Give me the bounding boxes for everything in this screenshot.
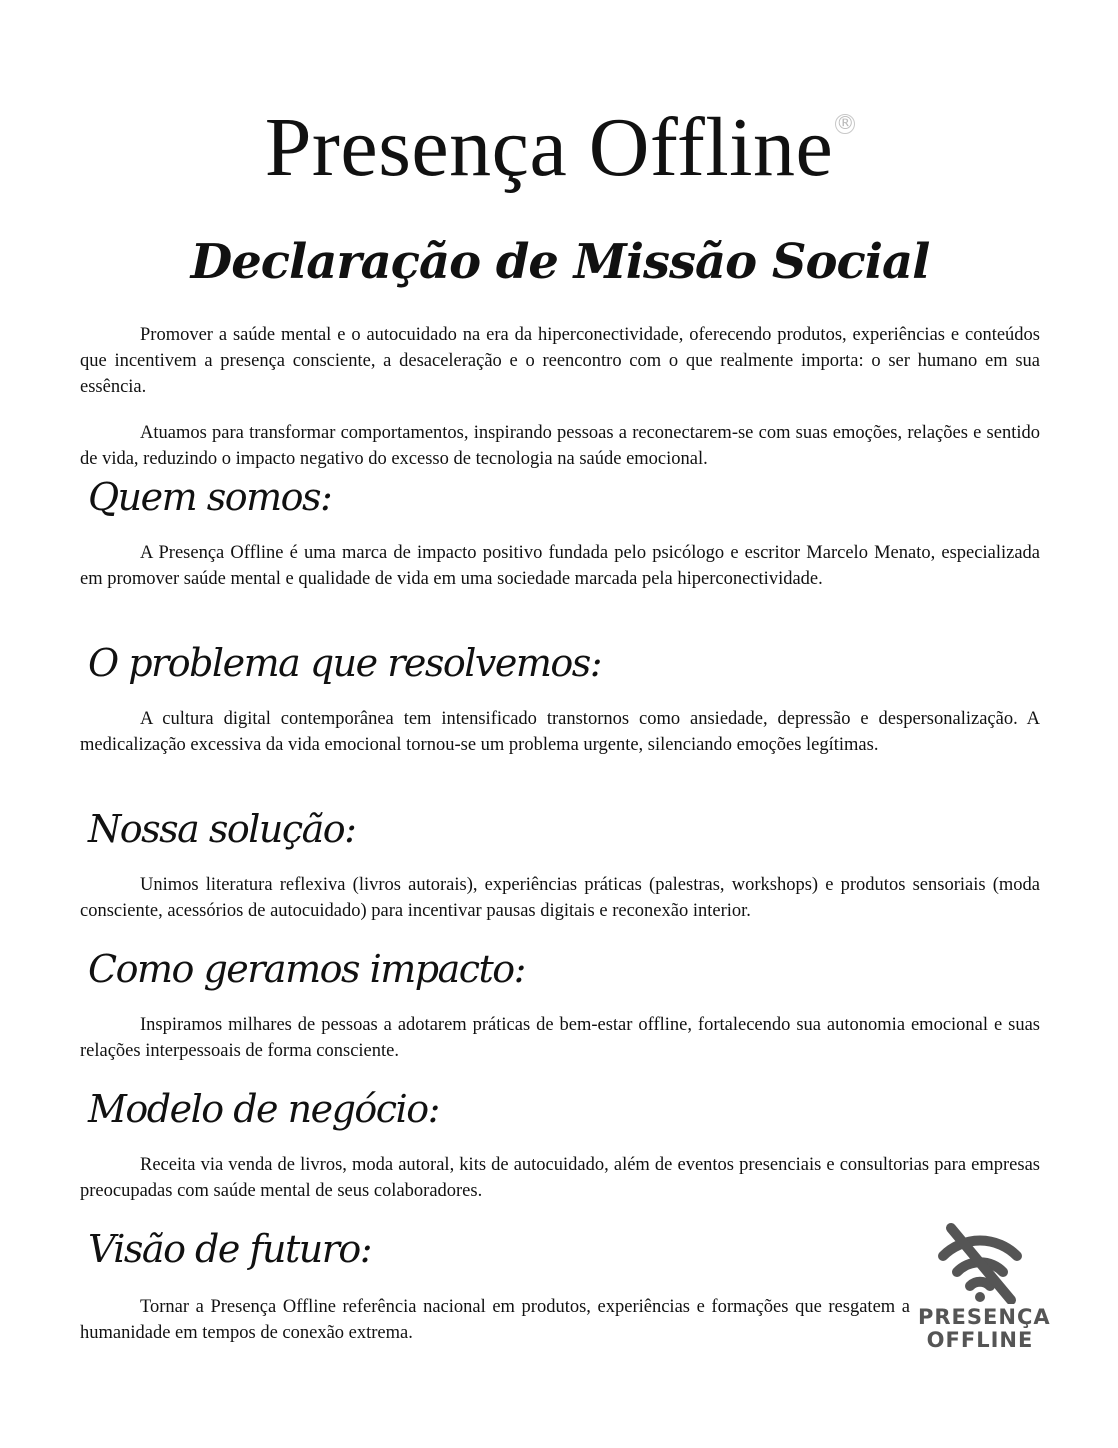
section-text-impacto: Inspiramos milhares de pessoas a adotarem práticas de bem-estar offline, fortalecendo sua autonomia emocional e suas relações interpessoais de forma consciente. [80, 1015, 1040, 1061]
logo-line-2: OFFLINE [926, 1328, 1034, 1352]
brand-logo [918, 1220, 1051, 1370]
section-heading-solucao: Nossa solução: [88, 807, 356, 851]
section-heading-impacto: Como geramos impacto: [88, 947, 525, 991]
section-text-problema: A cultura digital contemporânea tem intensificado transtornos como ansiedade, depressão e despersonalização. A medicalização excessiva da vida emocional tornou-se um problema urgente, silenciando emoções legítimas. [80, 709, 1040, 755]
section-text-visao: Tornar a Presença Offline referência nacional em produtos, experiências e formações que resgatem a humanidade em tempos de conexão extrema. [80, 1297, 910, 1343]
document-title [80, 100, 1040, 196]
intro-paragraph-2: Atuamos para transformar comportamentos, inspirando pessoas a reconectarem-se com suas emoções, relações e sentido de vida, reduzindo o impacto negativo do excesso de tecnologia na saúde emocional. [80, 423, 1040, 469]
document-subtitle: Declaração de Missão Social [190, 234, 930, 290]
section-heading-modelo: Modelo de negócio: [88, 1087, 439, 1131]
section-text-solucao: Unimos literatura reflexiva (livros autorais), experiências práticas (palestras, workshops) e produtos sensoriais (moda consciente, acessórios de autocuidado) para incentivar pausas digitais e reconexão interior. [80, 875, 1040, 921]
title-text: Presença Offline [264, 101, 834, 194]
logo-wordmark [918, 1305, 1051, 1352]
section-heading-visao: Visão de futuro: [88, 1227, 372, 1271]
logo-line-1: PRESENÇA [918, 1305, 1051, 1329]
section-text-modelo: Receita via venda de livros, moda autoral, kits de autocuidado, além de eventos presenciais e consultorias para empresas preocupadas com saúde mental de seus colaboradores. [80, 1155, 1040, 1201]
section-text-quem-somos: A Presença Offline é uma marca de impacto positivo fundada pelo psicólogo e escritor Marcelo Menato, especializada em promover saúde mental e qualidade de vida em uma sociedade marcada pela hiperconectividade. [80, 543, 1040, 589]
document-page [80, 0, 1051, 1448]
section-heading-problema: O problema que resolvemos: [88, 641, 602, 685]
section-heading-quem-somos: Quem somos: [88, 475, 332, 519]
wifi-off-icon [935, 1220, 1025, 1304]
registered-mark: ® [836, 113, 855, 134]
intro-paragraph-1: Promover a saúde mental e o autocuidado na era da hiperconectividade, oferecendo produtos, experiências e conteúdos que incentivem a presença consciente, a desaceleração e o reencontro com o que realmente importa: o ser humano em sua essência. [80, 325, 1040, 397]
